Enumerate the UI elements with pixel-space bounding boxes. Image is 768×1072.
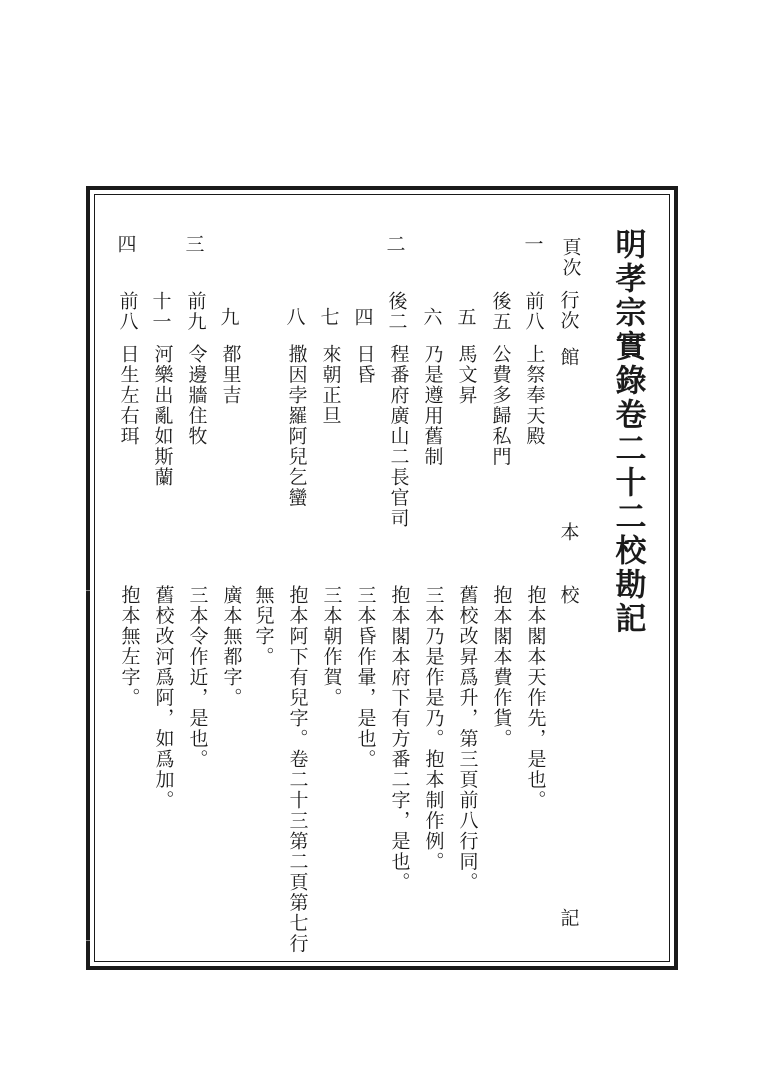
entry-guan-text: 乃是遵用舊制 (421, 344, 444, 467)
page-border-inner (94, 194, 670, 962)
entry-line-number: 七 (317, 307, 340, 328)
page-border (86, 186, 678, 970)
entry-collation-note: 三本昏作暈，是也。 (354, 585, 377, 770)
header-ji-label: 記 (557, 908, 580, 929)
entry-guan-text: 程番府廣山二長官司 (387, 344, 410, 529)
entry-line-number: 九 (217, 307, 240, 328)
entry-collation-note-continuation: 無兒字。 (252, 585, 275, 667)
entry-line-number: 八 (283, 307, 306, 328)
entry-guan-text: 令邊牆住牧 (185, 344, 208, 447)
entry-collation-note: 三本令作近，是也。 (186, 585, 209, 770)
entry-collation-note: 抱本閣本天作先，是也。 (524, 585, 547, 811)
entry-line-number: 六 (420, 307, 443, 328)
entry-collation-note: 抱本閣本府下有方番二字，是也。 (388, 585, 411, 893)
margin-tick-mark (86, 590, 90, 591)
entry-page-number: 一 (521, 234, 544, 255)
margin-tick-mark (86, 940, 90, 941)
entry-collation-note: 三本朝作賀。 (320, 585, 343, 708)
header-jiao-label: 校 (557, 585, 580, 606)
entry-page-number: 二 (383, 234, 406, 255)
entry-line-number: 前九 (184, 291, 207, 332)
entry-guan-text: 河樂出亂如斯蘭 (151, 344, 174, 488)
entry-line-number: 前八 (116, 291, 139, 332)
entry-page-number: 四 (114, 234, 137, 255)
entry-guan-text: 撒因孛羅阿兒乞蠻 (285, 344, 308, 508)
entry-collation-note: 抱本無左字。 (118, 585, 141, 708)
entry-line-number: 十一 (149, 291, 172, 332)
header-ben-label: 本 (557, 522, 580, 543)
entry-collation-note: 抱本阿下有兒字。卷二十三第二頁第七行 (286, 585, 309, 954)
entry-guan-text: 日生左右珥 (117, 344, 140, 447)
header-page-label: 頁次 (559, 237, 582, 278)
entry-guan-text: 公費多歸私門 (489, 344, 512, 467)
entry-line-number: 後二 (385, 291, 408, 332)
entry-line-number: 四 (351, 307, 374, 328)
entry-collation-note: 舊校改河爲阿，如爲加。 (152, 585, 175, 811)
header-guan-label: 館 (557, 347, 580, 368)
page-title: 明孝宗實錄卷二十二校勘記 (609, 228, 646, 636)
entry-collation-note: 抱本閣本費作貨。 (490, 585, 513, 749)
header-row-label: 行次 (557, 290, 580, 331)
entry-guan-text: 來朝正旦 (319, 344, 342, 426)
entry-guan-text: 日昏 (353, 344, 376, 385)
entry-collation-note: 三本乃是作是乃。抱本制作例。 (422, 585, 445, 872)
entry-line-number: 前八 (522, 291, 545, 332)
entry-page-number: 三 (182, 234, 205, 255)
entry-collation-note: 廣本無都字。 (220, 585, 243, 708)
entry-collation-note: 舊校改昇爲升，第三頁前八行同。 (456, 585, 479, 893)
entry-line-number: 五 (454, 307, 477, 328)
entry-guan-text: 馬文昇 (455, 344, 478, 406)
entry-guan-text: 都里吉 (219, 344, 242, 406)
entry-guan-text: 上祭奉天殿 (523, 344, 546, 447)
entry-line-number: 後五 (489, 291, 512, 332)
